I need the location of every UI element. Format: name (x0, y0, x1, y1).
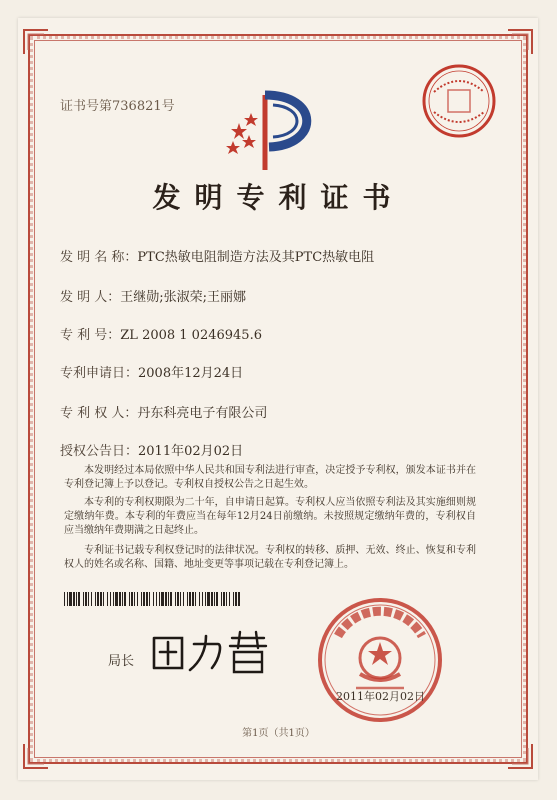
patentee-row (60, 402, 267, 421)
corner-ornament-icon (506, 742, 534, 770)
body-paragraph-1: 本发明经过本局依照中华人民共和国专利法进行审查，决定授予专利权，颁发本证书并在专利登记簿上予以登记。专利权自授权公告之日起生效。 (64, 465, 476, 490)
filing-date-value: 2008年12月24日 (138, 366, 244, 381)
seal-date: 2011年02月02日 (336, 690, 425, 703)
corner-ornament-icon (22, 742, 50, 770)
body-paragraph-3: 专利证书记载专利权登记时的法律状况。专利权的转移、质押、无效、终止、恢复和专利权人的姓名或名称、国籍、地址变更等事项记载在专利登记簿上。 (64, 545, 476, 570)
director-label: 局长 (108, 654, 135, 669)
director-signature-icon (148, 628, 278, 676)
filing-date-row (60, 362, 243, 381)
invention-name-row (60, 246, 374, 265)
patent-number-row (60, 324, 262, 343)
grant-date-row (60, 440, 243, 459)
inventor-value: 王继勋;张淑荣;王丽娜 (120, 290, 247, 305)
agency-seal-icon (420, 62, 498, 140)
patent-number-label: 专 利 号： (60, 328, 121, 343)
official-state-seal-icon (316, 596, 444, 724)
patent-number-value: ZL 2008 1 0246945.6 (120, 328, 262, 343)
patentee-value: 丹东科亮电子有限公司 (137, 406, 268, 421)
filing-date-label: 专利申请日： (60, 366, 139, 381)
inventor-row (60, 286, 246, 305)
patentee-label: 专 利 权 人： (60, 406, 138, 421)
corner-ornament-icon (506, 28, 534, 56)
inventor-label: 发 明 人： (60, 290, 121, 305)
page-number: 第1页（共1页） (242, 728, 315, 739)
patent-office-logo-icon (225, 85, 335, 175)
invention-name-value: PTC热敏电阻制造方法及其PTC热敏电阻 (137, 250, 375, 265)
corner-ornament-icon (22, 28, 50, 56)
grant-date-label: 授权公告日： (60, 444, 139, 459)
body-paragraph-2: 本专利的专利权期限为二十年，自申请日起算。专利权人应当依照专利法及其实施细则规定缴纳年费。本专利的年费应当在每年12月24日前缴纳。未按照规定缴纳年费的，专利权自应当缴纳年费期满之日起终止。 (64, 497, 476, 536)
grant-date-value: 2011年02月02日 (138, 444, 244, 459)
invention-name-label: 发 明 名 称： (60, 250, 138, 265)
certificate-number: 证书号第736821号 (60, 99, 175, 114)
barcode-icon (64, 592, 240, 606)
certificate-title: 发明专利证书 (152, 181, 405, 214)
